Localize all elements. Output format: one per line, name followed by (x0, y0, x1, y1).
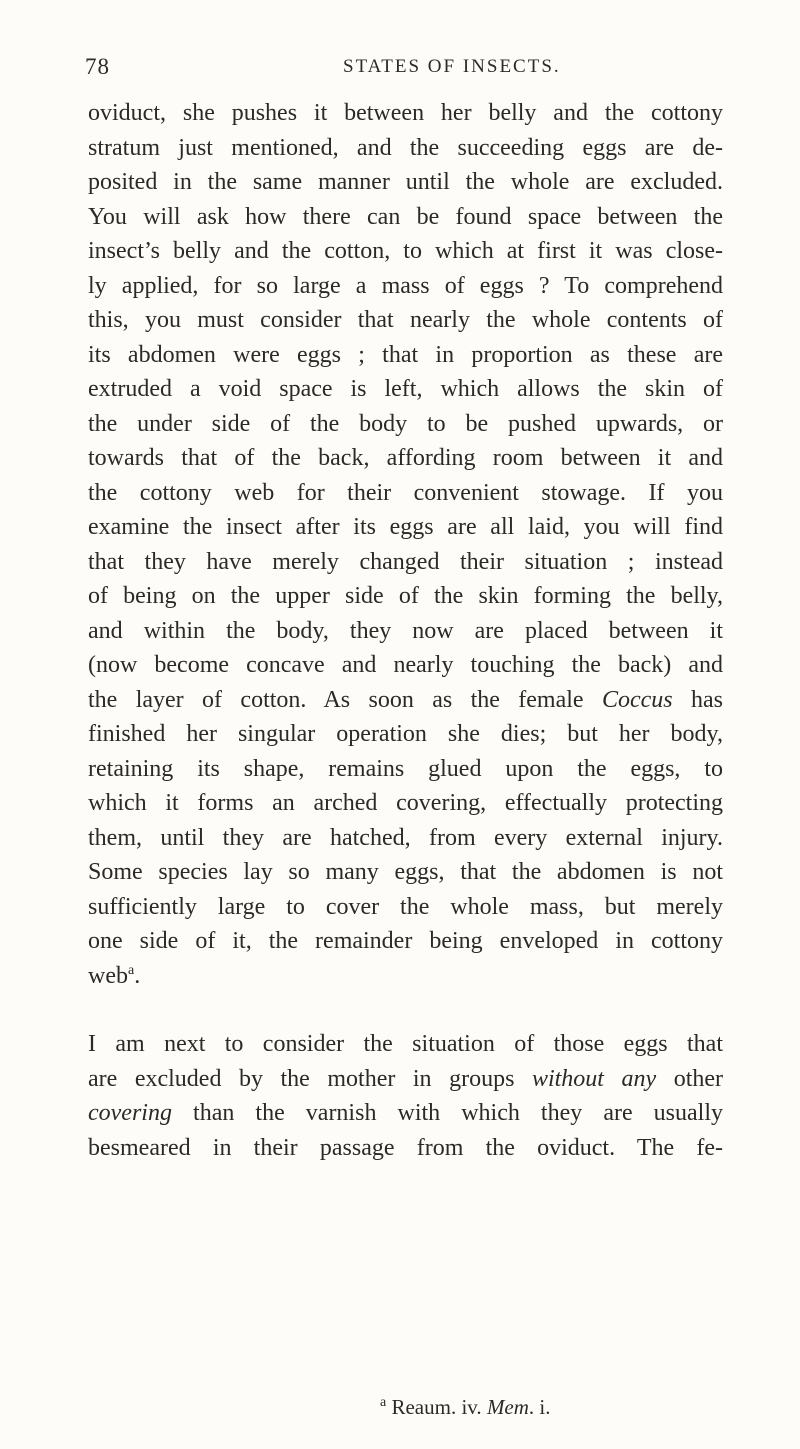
text-line: insect’s belly and the cotton, to which at first it was close- (88, 238, 723, 264)
italic-term: Coccus (601, 686, 673, 713)
text-line (88, 959, 723, 994)
footnote-reference: a (127, 962, 135, 978)
text-line: sufficiently large to cover the whole mass, but merely (88, 893, 723, 920)
page-number: 78 (85, 54, 110, 79)
footnote-mark: a (380, 1395, 387, 1410)
text-line: the under side of the body to be pushed upwards, or (88, 410, 723, 437)
text-line: ly applied, for so large a mass of eggs ? To comprehend (88, 272, 723, 299)
page-header (85, 54, 725, 84)
text-line: its abdomen were eggs ; that in proportion as these are (88, 341, 723, 368)
body-text (88, 96, 723, 1165)
text-line: this, you must consider that nearly the whole contents of (88, 307, 723, 333)
text-run: web (88, 962, 128, 989)
text-run: are excluded by the mother in groups (88, 1065, 532, 1092)
running-head: STATES OF INSECTS. (343, 56, 561, 77)
text-run: other (656, 1065, 723, 1092)
text-line: besmeared in their passage from the oviduct. The fe- (88, 1134, 723, 1161)
text-line: posited in the same manner until the whole are excluded. (88, 169, 723, 195)
text-line (88, 1062, 723, 1097)
text-line: the cottony web for their convenient stowage. If you (88, 479, 723, 506)
text-line: finished her singular operation she dies; but her body, (88, 721, 723, 747)
text-line: that they have merely changed their situation ; instead (88, 548, 723, 575)
text-run: . (134, 962, 141, 989)
text-run: than the varnish with which they are usually (171, 1100, 723, 1126)
text-line: one side of it, the remainder being enveloped in cottony (88, 928, 723, 954)
text-line: stratum just mentioned, and the succeeding eggs are de- (88, 134, 723, 161)
footnote-italic: Mem (486, 1395, 529, 1419)
text-line: extruded a void space is left, which allows the skin of (88, 376, 723, 402)
text-line: You will ask how there can be found space between the (88, 203, 723, 230)
italic-phrase: covering (88, 1100, 172, 1126)
text-line: of being on the upper side of the skin forming the belly, (88, 583, 723, 609)
text-line: towards that of the back, affording room between it and (88, 445, 723, 471)
text-line: I am next to consider the situation of those eggs that (88, 1031, 723, 1057)
text-line: Some species lay so many eggs, that the abdomen is not (88, 859, 723, 885)
footnote-text: Reaum. iv. (386, 1395, 487, 1419)
text-line: which it forms an arched covering, effectually protecting (88, 790, 723, 816)
italic-phrase: without any (531, 1065, 657, 1092)
text-line: (now become concave and nearly touching the back) and (88, 652, 723, 678)
text-line: them, until they are hatched, from every external injury. (88, 824, 723, 851)
paragraph-gap (88, 993, 723, 1027)
text-line: oviduct, she pushes it between her belly and the cottony (88, 100, 723, 126)
text-line (88, 683, 723, 718)
text-line: and within the body, they now are placed between it (88, 617, 723, 644)
text-run: the layer of cotton. As soon as the female (88, 686, 602, 713)
text-line: retaining its shape, remains glued upon the eggs, to (88, 755, 723, 782)
footnote (380, 1395, 551, 1420)
text-run: has (672, 686, 723, 713)
text-line (88, 1096, 723, 1131)
text-line: examine the insect after its eggs are all laid, you will find (88, 514, 723, 540)
footnote-text: . i. (528, 1395, 551, 1419)
